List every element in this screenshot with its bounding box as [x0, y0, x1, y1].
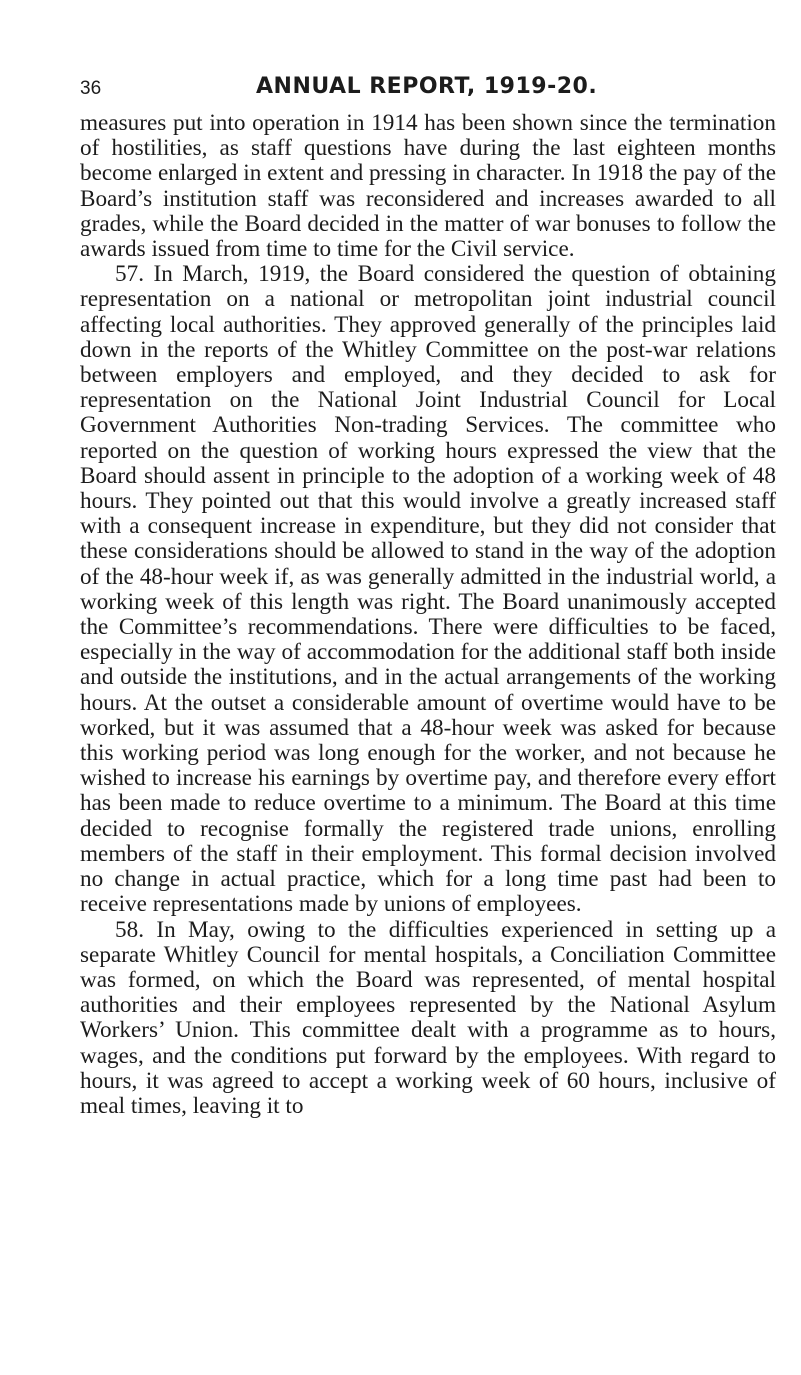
paragraph-continued: measures put into operation in 1914 has been shown since the termination of hostilities, as staff questions have during the last eighteen months become enlarged in extent and pressing in character. In 1918 the pay of the Board’s institution staff was reconsidered and increases awarded to all grades, while the Board decided in the matter of war bonuses to follow the awards issued from time to time for the Civil service. — [80, 110, 776, 263]
body-text — [80, 111, 776, 1119]
page-header — [80, 66, 776, 106]
paragraph-57: 57. In March, 1919, the Board considered the question of obtaining representation on a national or metropolitan joint industrial council affecting local authorities. They approved generally of the principles laid down in the reports of the Whitley Committee on the post-war relations between employers and employed, and they decided to ask for representation on the National Joint Industrial Council for Local Government Authorities Non-trading Services. The committee who reported on the question of working hours expressed the view that the Board should assent in principle to the adoption of a working week of 48 hours. They pointed out that this would involve a greatly increased staff with a consequent increase in expenditure, but they did not consider that these considerations should be allowed to stand in the way of the adoption of the 48-hour week if, as was generally admitted in the industrial world, a working week of this length was right. The Board unanimously accepted the Committee’s recommendations. There were difficulties to be faced, especially in the way of accommodation for the additional staff both inside and outside the institutions, and in the actual arrangements of the working hours. At the outset a considerable amount of overtime would have to be worked, but it was assumed that a 48-hour week was asked for because this working period was long enough for the worker, and not because he wished to increase his earnings by overtime pay, and therefore every effort has been made to reduce overtime to a minimum. The Board at this time decided to recognise formally the registered trade unions, enrolling members of the staff in their employment. This formal decision involved no change in actual practice, which for a long time past had been to receive representations made by unions of employees. — [80, 261, 776, 918]
running-title: ANNUAL REPORT, 1919-20. — [256, 74, 598, 99]
paragraph-58: 58. In May, owing to the difficulties experienced in setting up a separate Whitley Council for mental hospitals, a Conciliation Committee was formed, on which the Board was represented, of mental hospital authorities and their employees represented by the National Asylum Workers’ Union. This committee dealt with a programme as to hours, wages, and the conditions put forward by the employees. With regard to hours, it was agreed to accept a working week of 60 hours, inclusive of meal times, leaving it to — [80, 916, 776, 1119]
page-number: 36 — [80, 78, 102, 99]
document-page — [80, 66, 776, 1119]
